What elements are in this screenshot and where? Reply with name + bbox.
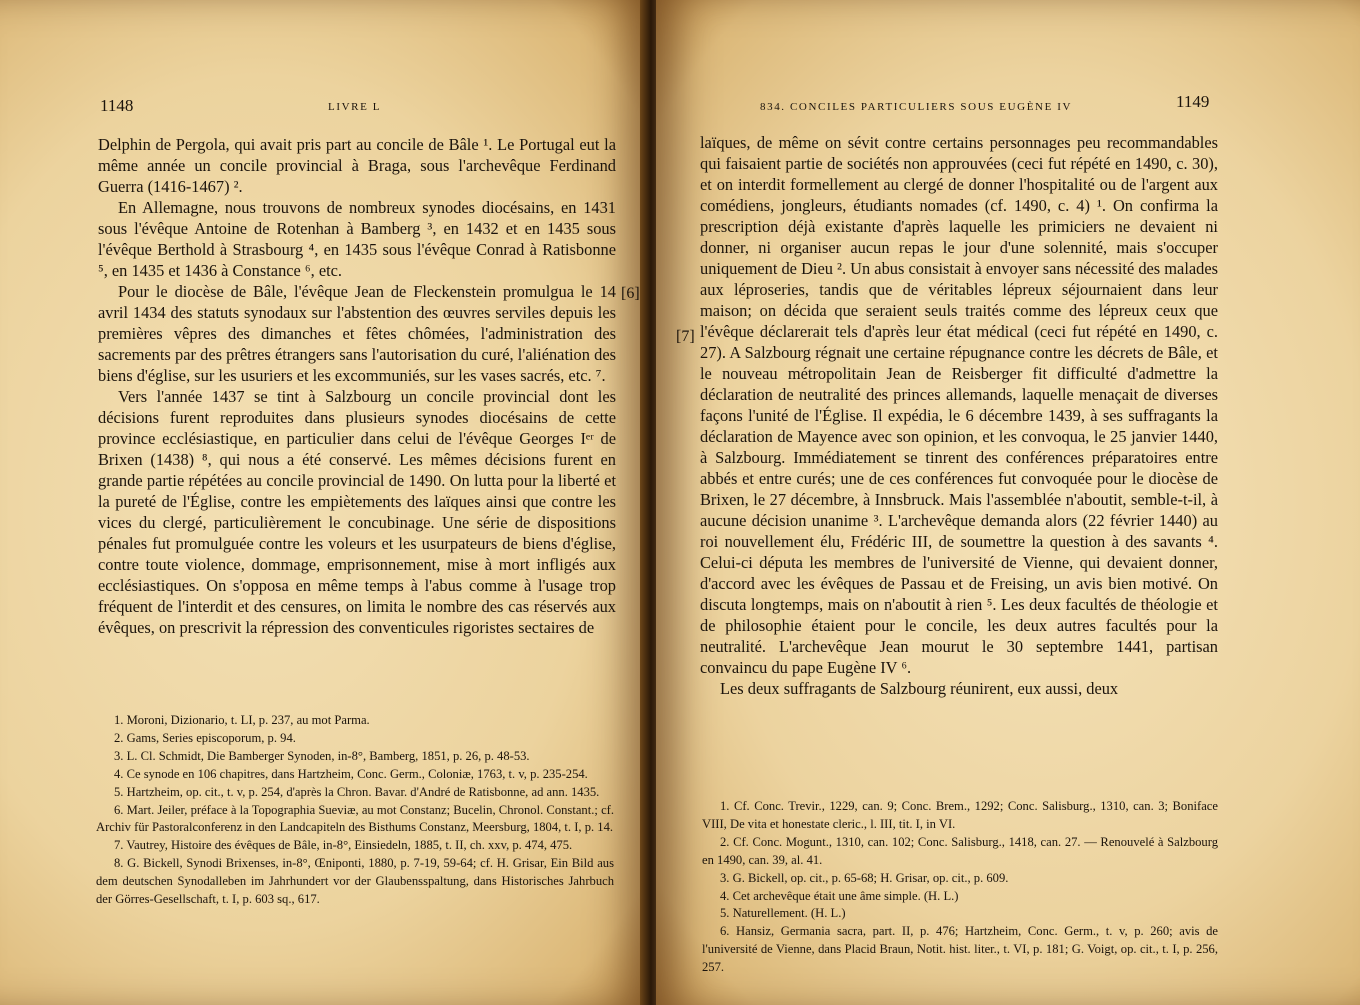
footnote: 5. Naturellement. (H. L.) <box>720 906 846 921</box>
running-head: 834. CONCILES PARTICULIERS SOUS EUGÈNE IV <box>760 101 1073 113</box>
footnote: 6. Mart. Jeiler, préface à la Topographia Sueviæ, au mot Constanz; Bucelin, Chronol. Constant.; cf. Archiv für Pastoralconferenz in den Landcapiteln des Bisthums Constanz, Meersburg, 1804, t. I, p. 14. <box>96 802 614 835</box>
footnote: 2. Cf. Conc. Mogunt., 1310, can. 102; Conc. Salisburg., 1418, can. 27. — Renouvelé à Salzbourg en 1490, can. 39, al. 41. <box>702 834 1218 867</box>
footnote: 1. Moroni, Dizionario, t. LI, p. 237, au mot Parma. <box>114 713 370 727</box>
footnote: 3. L. Cl. Schmidt, Die Bamberger Synoden, in-8°, Bamberg, 1851, p. 26, p. 48-53. <box>114 748 530 763</box>
left-page <box>0 0 648 1005</box>
paragraph: Pour le diocèse de Bâle, l'évêque Jean de Fleckenstein promulgua le 14 avril 1434 des statuts synodaux sur l'abstention des œuvres serviles depuis les premières vêpres des dimanches et fêtes chômées, l'administration des sacrements par des prêtres étrangers sans l'autorisation du curé, l'aliénation des biens d'église, sur les usuriers et les excommuniés, sur les vases sacrés, etc. ⁷. <box>98 282 616 385</box>
paragraph: Delphin de Pergola, qui avait pris part au concile de Bâle ¹. Le Portugal eut la même année un concile provincial à Braga, sous l'archevêque Ferdinand Guerra (1416-1467) ². <box>98 135 616 196</box>
right-footnotes <box>702 798 1218 977</box>
left-footnotes <box>96 712 614 909</box>
running-head: LIVRE L <box>328 101 382 113</box>
footnote: 6. Hansiz, Germania sacra, part. II, p. 476; Hartzheim, Conc. Germ., t. v, p. 260; avis de l'université de Vienne, dans Placid Braun, Notit. hist. liter., t. VI, p. 181; G. Voigt, op. cit., t. I, p. 256, 257. <box>702 924 1218 975</box>
margin-page-marker: [6] <box>621 285 640 302</box>
footnote: 5. Hartzheim, op. cit., t. v, p. 254, d'après la Chron. Bavar. d'André de Ratisbonne, ad ann. 1435. <box>114 784 600 799</box>
paragraph: laïques, de même on sévit contre certains personnages peu recommandables qui faisaient partie de sociétés non approuvées (ceci fut répété en 1490, c. 30), et on interdit formellement au clergé de donner l'hospitalité ou de l'argent aux comédiens, jongleurs, étudiants nomades (cf. 1490, c. 4) ¹. On confirma la prescription déjà existante d'après laquelle les primiciers ne devaient ni donner, ni organiser aucun repas le jour d'une solennité, mais s'occuper uniquement de Dieu ². Un abus consistait à envoyer sans nécessité des malades aux léproseries, tandis que de véritables lépreux séjournaient dans leur maison; on décida que seraient seuls traités comme des lépreux ceux que l'évêque déclarerait tels d'après leur état médical (ceci fut répété en 1490, c. 27). A Salzbourg régnait une certaine répugnance contre les décrets de Bâle, et le nouveau métropolitain Jean de Reisberger fit difficulté d'admettre la déclaration de neutralité des princes allemands, laquelle menaçait de diverses façons l'unité de l'Église. Il expédia, le 6 décembre 1439, à ses suffragants la déclaration de Mayence avec son opinion, et les convoqua, le 25 janvier 1440, à Salzbourg. Immédiatement se tinrent des conférences préparatoires entre abbés et entre curés; une de ces conférences fut convoquée pour le diocèse de Brixen, le 27 décembre, à Innsbruck. Mais l'assemblée n'aboutit, semble-t-il, à aucune décision unanime ³. L'archevêque demanda alors (22 février 1440) au roi nouvellement élu, Frédéric III, de soumettre la question à des savants ⁴. Celui-ci députa les membres de l'université de Vienne, qui devaient donner, d'accord avec les évêques de Passau et de Freising, un avis bien motivé. On discuta longtemps, mais on n'aboutit à rien ⁵. Les deux facultés de théologie et de philosophie étaient pour le concile, les deux autres facultés pour la neutralité. L'archevêque Jean mourut le 30 septembre 1441, partisan convaincu du pape Eugène IV ⁶. <box>700 133 1218 677</box>
paragraph: Les deux suffragants de Salzbourg réunirent, eux aussi, deux <box>720 679 1119 698</box>
footnote: 4. Cet archevêque était une âme simple. (H. L.) <box>720 888 959 903</box>
margin-page-marker: [7] <box>676 328 695 345</box>
footnote: 3. G. Bickell, op. cit., p. 65-68; H. Grisar, op. cit., p. 609. <box>720 870 1009 885</box>
page-number: 1148 <box>100 96 134 115</box>
paragraph: En Allemagne, nous trouvons de nombreux synodes diocésains, en 1431 sous l'évêque Antoine de Rotenhan à Bamberg ³, en 1432 et en 1435 sous l'évêque Berthold à Strasbourg ⁴, en 1435 sous l'évêque Conrad à Ratisbonne ⁵, en 1435 et 1436 à Constance ⁶, etc. <box>98 198 616 280</box>
footnote: 4. Ce synode en 106 chapitres, dans Hartzheim, Conc. Germ., Coloniæ, 1763, t. v, p. 235-254. <box>114 766 588 781</box>
footnote: 1. Cf. Conc. Trevir., 1229, can. 9; Conc. Brem., 1292; Conc. Salisburg., 1310, can. 3; Boniface VIII, De vita et honestate cleric., l. III, tit. I, in VI. <box>702 799 1218 831</box>
paragraph: Vers l'année 1437 se tint à Salzbourg un concile provincial dont les décisions furent reproduites dans plusieurs synodes diocésains de cette province ecclésiastique, en particulier dans celui de l'évêque Georges Iᵉʳ de Brixen (1438) ⁸, qui nous a été conservé. Les mêmes décisions furent en grande partie répétées au concile provincial de 1490. On lutta pour la liberté et la pureté de l'Église, contre les empiètements des laïques ainsi que contre les vices du clergé, particulièrement le concubinage. Une série de dispositions pénales fut promulguée contre les voleurs et les usurpateurs de biens d'église, contre toute violence, dommage, emprisonnement, mise à mort infligés aux ecclésiastiques. On s'opposa en même temps à l'abus comme à l'usage trop fréquent de l'interdit et des censures, on limita le nombre des cas réservés aux évêques, on prescrivit la répression des conventicules rigoristes sectaires de <box>98 387 616 637</box>
footnote: 7. Vautrey, Histoire des évêques de Bâle, in-8°, Einsiedeln, 1885, t. II, ch. xxv, p. 474, 475. <box>114 838 573 853</box>
right-page <box>656 0 1360 1005</box>
right-body-text <box>700 132 1218 699</box>
footnote: 8. G. Bickell, Synodi Brixenses, in-8°, Œniponti, 1880, p. 7-19, 59-64; cf. H. Grisar, Ein Bild aus dem deutschen Synodalleben im Jahrhundert vor der Glaubensspaltung, dans Historisches Jahrbuch der Görres-Gesellschaft, t. I, p. 603 sq., 617. <box>96 856 614 907</box>
page-number: 1149 <box>1176 92 1210 111</box>
left-body-text <box>98 134 616 638</box>
footnote: 2. Gams, Series episcoporum, p. 94. <box>114 730 296 745</box>
